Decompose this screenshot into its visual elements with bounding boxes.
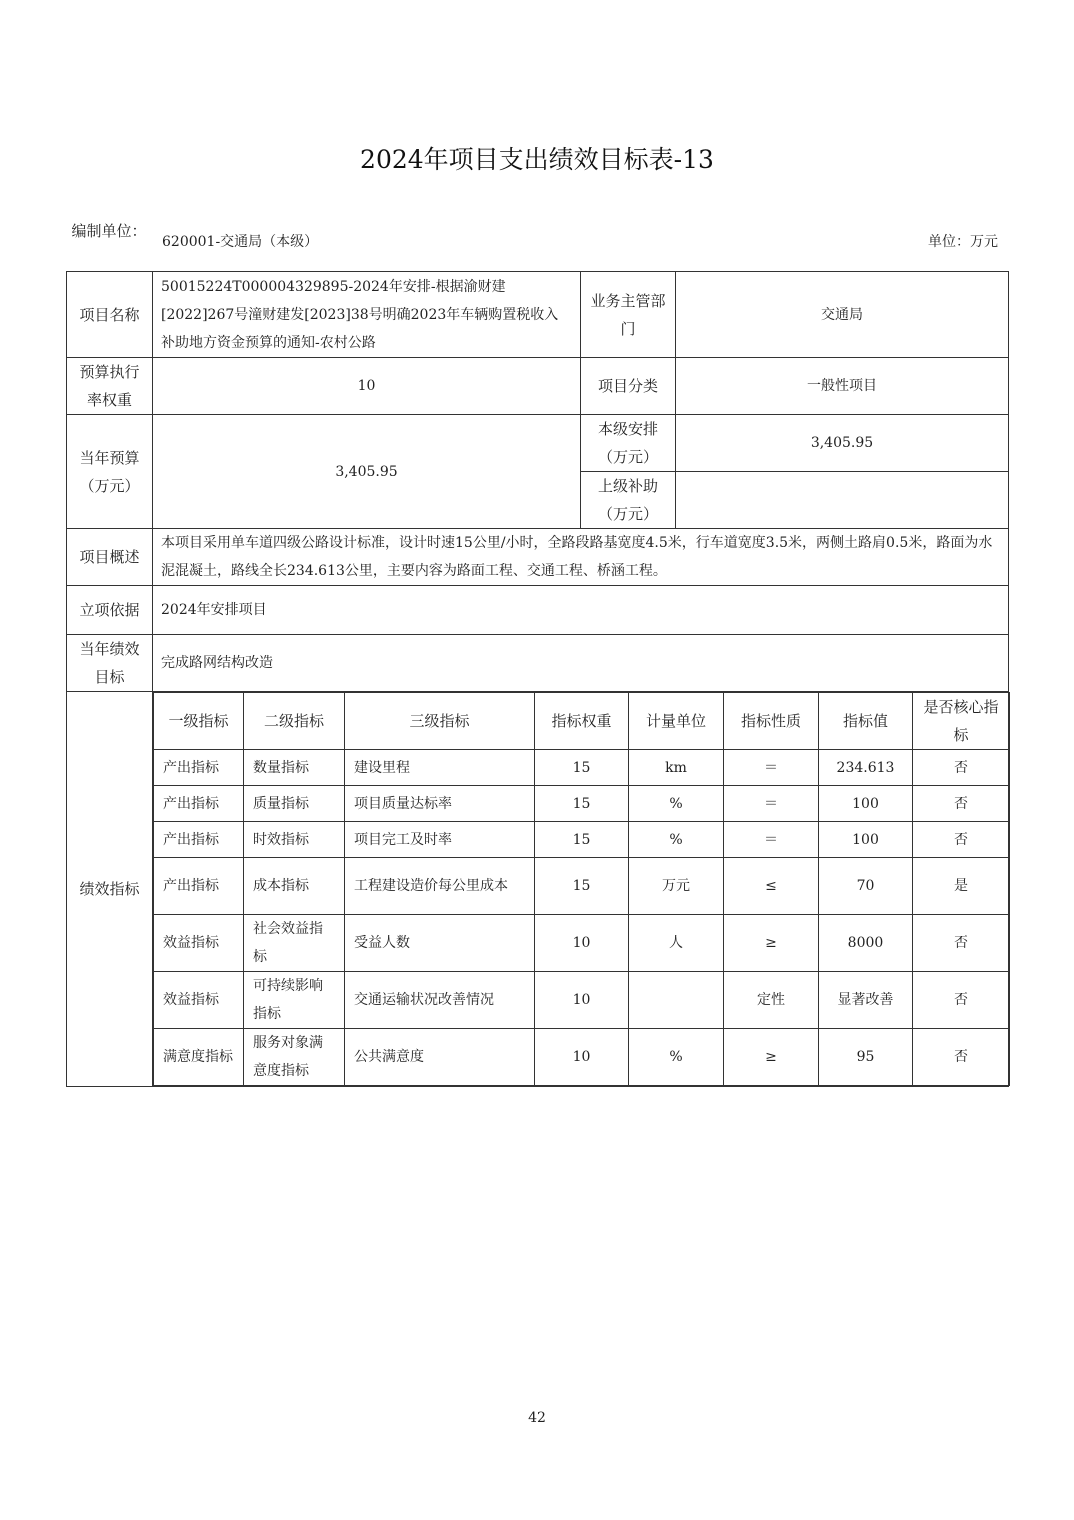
indicators-label: 绩效指标 xyxy=(67,692,153,1087)
indicator-cell: 万元 xyxy=(629,858,724,915)
indicator-cell: 15 xyxy=(535,786,629,822)
indicator-cell: 否 xyxy=(913,915,1010,972)
dept-value: 交通局 xyxy=(676,272,1009,358)
indicator-cell: 15 xyxy=(535,858,629,915)
indicator-cell: % xyxy=(629,786,724,822)
indicator-header-cell: 指标性质 xyxy=(724,693,819,750)
goal-value: 完成路网结构改造 xyxy=(153,635,1009,692)
indicator-cell: 可持续影响指标 xyxy=(244,972,345,1029)
indicator-row xyxy=(154,786,1010,822)
indicator-cell: ＝ xyxy=(724,822,819,858)
upper-value xyxy=(676,472,1009,529)
indicator-cell: 10 xyxy=(535,915,629,972)
category-value: 一般性项目 xyxy=(676,358,1009,415)
category-label: 项目分类 xyxy=(581,358,676,415)
indicator-row xyxy=(154,1029,1010,1086)
indicator-header-cell: 一级指标 xyxy=(154,693,244,750)
indicator-cell: 产出指标 xyxy=(154,786,244,822)
indicator-cell: 否 xyxy=(913,750,1010,786)
indicator-cell: 95 xyxy=(819,1029,913,1086)
indicator-header-cell: 指标权重 xyxy=(535,693,629,750)
indicator-header-row xyxy=(154,693,1010,750)
unit-value: 620001-交通局（本级） xyxy=(162,234,319,250)
unit-currency: 单位：万元 xyxy=(928,234,998,250)
indicator-cell: 显著改善 xyxy=(819,972,913,1029)
page-title: 2024年项目支出绩效目标表-13 xyxy=(360,145,714,174)
indicator-header-cell: 计量单位 xyxy=(629,693,724,750)
indicator-cell: 产出指标 xyxy=(154,858,244,915)
project-name: 50015224T000004329895-2024年安排-根据渝财建[2022]267号潼财建发[2023]38号明确2023年车辆购置税收入补助地方资金预算的通知-农村公路 xyxy=(153,272,581,358)
indicator-cell: 社会效益指标 xyxy=(244,915,345,972)
local-value: 3,405.95 xyxy=(676,415,1009,472)
indicator-cell xyxy=(629,972,724,1029)
indicator-cell: 产出指标 xyxy=(154,750,244,786)
budget-label: 当年预算（万元） xyxy=(67,415,153,529)
indicator-cell: km xyxy=(629,750,724,786)
indicator-cell: 定性 xyxy=(724,972,819,1029)
indicator-cell: 否 xyxy=(913,972,1010,1029)
project-name-label: 项目名称 xyxy=(67,272,153,358)
indicator-cell: 否 xyxy=(913,1029,1010,1086)
indicator-cell: 100 xyxy=(819,786,913,822)
unit-label: 编制单位： xyxy=(71,222,147,240)
indicator-cell: 质量指标 xyxy=(244,786,345,822)
indicator-cell: 产出指标 xyxy=(154,822,244,858)
indicator-cell: 工程建设造价每公里成本 xyxy=(345,858,535,915)
indicator-cell: ＝ xyxy=(724,786,819,822)
goal-label: 当年绩效目标 xyxy=(67,635,153,692)
indicator-cell: 人 xyxy=(629,915,724,972)
upper-label: 上级补助（万元） xyxy=(581,472,676,529)
indicator-cell: 234.613 xyxy=(819,750,913,786)
indicator-cell: 70 xyxy=(819,858,913,915)
indicator-cell: 15 xyxy=(535,750,629,786)
performance-table xyxy=(66,271,1009,1087)
indicator-cell: 交通运输状况改善情况 xyxy=(345,972,535,1029)
page-number: 42 xyxy=(528,1410,546,1426)
indicator-cell: ≥ xyxy=(724,1029,819,1086)
basis-value: 2024年安排项目 xyxy=(153,586,1009,635)
indicator-cell: 公共满意度 xyxy=(345,1029,535,1086)
indicator-header-cell: 是否核心指标 xyxy=(913,693,1010,750)
basis-label: 立项依据 xyxy=(67,586,153,635)
unit-row xyxy=(66,218,1008,270)
indicator-header-cell: 三级指标 xyxy=(345,693,535,750)
indicator-cell: 100 xyxy=(819,822,913,858)
indicator-cell: 效益指标 xyxy=(154,972,244,1029)
indicator-cell: ≥ xyxy=(724,915,819,972)
indicator-cell: 是 xyxy=(913,858,1010,915)
indicator-cell: 满意度指标 xyxy=(154,1029,244,1086)
local-label: 本级安排（万元） xyxy=(581,415,676,472)
budget-value: 3,405.95 xyxy=(153,415,581,529)
indicators-cell xyxy=(153,692,1009,1087)
indicator-cell: ＝ xyxy=(724,750,819,786)
indicator-row xyxy=(154,972,1010,1029)
indicator-header-cell: 二级指标 xyxy=(244,693,345,750)
weight-label: 预算执行率权重 xyxy=(67,358,153,415)
indicator-cell: 受益人数 xyxy=(345,915,535,972)
indicator-cell: 10 xyxy=(535,972,629,1029)
indicator-row xyxy=(154,750,1010,786)
indicator-cell: 10 xyxy=(535,1029,629,1086)
indicator-row xyxy=(154,822,1010,858)
indicator-row xyxy=(154,915,1010,972)
weight-value: 10 xyxy=(153,358,581,415)
indicator-cell: 建设里程 xyxy=(345,750,535,786)
indicator-cell: % xyxy=(629,822,724,858)
indicator-header-cell: 指标值 xyxy=(819,693,913,750)
indicator-cell: 效益指标 xyxy=(154,915,244,972)
indicator-row xyxy=(154,858,1010,915)
indicator-cell: 15 xyxy=(535,822,629,858)
indicator-table xyxy=(153,692,1010,1086)
indicator-cell: 数量指标 xyxy=(244,750,345,786)
indicator-cell: 否 xyxy=(913,822,1010,858)
overview-label: 项目概述 xyxy=(67,529,153,586)
indicator-cell: 项目质量达标率 xyxy=(345,786,535,822)
indicator-cell: 服务对象满意度指标 xyxy=(244,1029,345,1086)
indicator-cell: 成本指标 xyxy=(244,858,345,915)
overview-value: 本项目采用单车道四级公路设计标准，设计时速15公里/小时，全路段路基宽度4.5米，行车道宽度3.5米，两侧土路肩0.5米，路面为水泥混凝土，路线全长234.613公里，主要内容为路面工程、交通工程、桥涵工程。 xyxy=(153,529,1009,586)
indicator-cell: % xyxy=(629,1029,724,1086)
indicator-cell: 项目完工及时率 xyxy=(345,822,535,858)
indicator-cell: 否 xyxy=(913,786,1010,822)
dept-label: 业务主管部门 xyxy=(581,272,676,358)
indicator-cell: 时效指标 xyxy=(244,822,345,858)
indicator-cell: ≤ xyxy=(724,858,819,915)
indicator-cell: 8000 xyxy=(819,915,913,972)
